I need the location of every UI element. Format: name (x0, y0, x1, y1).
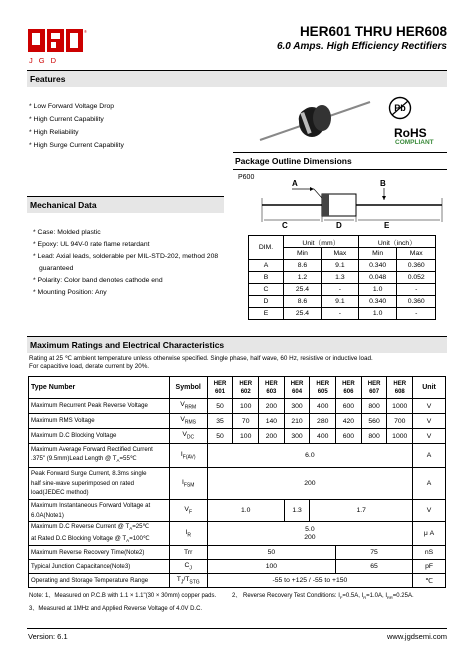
rohs-compliant-label: COMPLIANT (395, 139, 434, 146)
note-2: 2、 Reverse Recovery Test Conditions: $I_F=0.5A$, $I_R=1.0A$, $I_{RR}=0.25A$. (232, 593, 414, 601)
part-header: HER 604 (284, 377, 310, 399)
package-outline-drawing (262, 176, 442, 232)
unit-mm-header: Unit（mm） (284, 236, 359, 248)
ratings-header-row (29, 377, 446, 399)
min-header: Min (358, 248, 397, 260)
table-row: Maximum RMS Voltage $V_{RMS}$ 35 70 140 210 280 420 560 700 V (29, 414, 446, 429)
max-header: Max (321, 248, 358, 260)
max-header: Max (397, 248, 436, 260)
feature-item: * High Current Capability (29, 113, 124, 126)
table-row: Peak Forward Surge Current, 8.3ms single half sine-wave superimposed on rated load(JEDEC method) $I_{FSM}$ 200 A (29, 468, 446, 500)
part-header: HER 607 (361, 377, 387, 399)
table-row: Maximum Average Forward Rectified Current .375" (9.5mm)Lead Length @ $T_A=55℃$ $I_{F(AV)}$ 6.0 A (29, 444, 446, 468)
feature-item: * High Surge Current Capability (29, 139, 124, 152)
svg-text:B: B (380, 179, 386, 188)
mechanical-item: * Mounting Position: Any (33, 287, 223, 299)
page-subtitle: 6.0 Amps. High Efficiency Rectifiers (276, 41, 447, 52)
mechanical-list (33, 227, 223, 299)
part-header: HER 602 (233, 377, 259, 399)
unit-header: Unit (413, 377, 446, 399)
unit-inch-header: Unit（inch） (358, 236, 435, 248)
ratings-table (28, 376, 446, 588)
features-list (29, 100, 124, 152)
footer-divider (27, 628, 447, 629)
dim-row: A 8.6 9.1 0.340 0.360 (249, 260, 436, 272)
svg-text:D: D (336, 221, 342, 230)
table-row: Typical Junction Capacitance(Note3) $C_J$ 100 65 pF (29, 560, 446, 574)
page-title: HER601 THRU HER608 (299, 24, 447, 39)
mechanical-item: * Lead: Axial leads, solderable per MIL-STD-202, method 208 guaranteed (33, 251, 223, 275)
table-row: Maximum Reverse Recovery Time(Note2) Trr 50 75 nS (29, 546, 446, 560)
mechanical-item: * Polarity: Color band denotes cathode end (33, 275, 223, 287)
table-row: Maximum D.C Reverse Current @ $T_A=25℃$ at Rated D.C Blocking Voltage @ $T_A=100℃$ $I_R$ 5.0 200 μ A (29, 522, 446, 546)
package-divider-2 (233, 169, 447, 170)
min-header: Min (284, 248, 322, 260)
type-number-header: Type Number (29, 377, 170, 399)
svg-text:®: ® (84, 29, 87, 34)
footer-website[interactable]: www.jgdsemi.com (386, 632, 447, 641)
dim-row: B 1.2 1.3 0.048 0.052 (249, 272, 436, 284)
dim-header: DIM. (249, 236, 284, 260)
package-name: P600 (238, 174, 255, 181)
part-header: HER 608 (387, 377, 413, 399)
feature-item: * Low Forward Voltage Drop (29, 100, 124, 113)
part-header: HER 603 (259, 377, 285, 399)
footer-version: Version: 6.1 (28, 632, 68, 641)
pb-free-icon (388, 96, 412, 120)
rohs-label: RoHS (394, 126, 427, 140)
package-divider (233, 152, 447, 153)
package-dimension-table (248, 235, 436, 320)
symbol-header: Symbol (169, 377, 207, 399)
dim-row: D 8.6 9.1 0.340 0.360 (249, 296, 436, 308)
table-row: Maximum Instantaneous Forward Voltage at 6.0A(Note1) $V_F$ 1.0 1.3 1.7 V (29, 500, 446, 522)
ratings-intro-1: Rating at 25 ℃ ambient temperature unless otherwise specified. Single phase, half wave, 60 Hz, resistive or inductive load. (29, 355, 373, 362)
package-heading: Package Outline Dimensions (235, 156, 352, 166)
part-header: HER 606 (336, 377, 362, 399)
mechanical-heading: Mechanical Data (27, 197, 224, 213)
svg-text:E: E (384, 221, 390, 230)
jgd-logo (27, 27, 85, 55)
logo-subtitle: JGD (29, 56, 62, 65)
table-row: Maximum Recurrent Peak Reverse Voltage $V_{RRM}$ 50 100 200 300 400 600 800 1000 V (29, 399, 446, 414)
part-header: HER 601 (207, 377, 233, 399)
svg-text:A: A (292, 179, 298, 188)
dim-row: E 25.4 - 1.0 - (249, 308, 436, 320)
svg-text:C: C (282, 221, 288, 230)
table-row: Operating and Storage Temperature Range $T_J/T_{STG}$ -55 to +125 / -55 to +150 ℃ (29, 574, 446, 588)
feature-item: * High Reliability (29, 126, 124, 139)
dim-row: C 25.4 - 1.0 - (249, 284, 436, 296)
table-row: Maximum D.C Blocking Voltage $V_{DC}$ 50 100 200 300 400 600 800 1000 V (29, 429, 446, 444)
mechanical-item: * Epoxy: UL 94V-0 rate flame retardant (33, 239, 223, 251)
part-header: HER 605 (310, 377, 336, 399)
features-heading: Features (27, 71, 447, 87)
ratings-heading: Maximum Ratings and Electrical Characteristics (27, 337, 447, 353)
rohs-badge (394, 126, 427, 140)
note-1: Note: 1、Measured on P.C.B with 1.1 × 1.1"(30 × 30mm) copper pads. (29, 593, 217, 599)
mechanical-item: * Case: Molded plastic (33, 227, 223, 239)
note-3: 3、Measured at 1MHz and Applied Reverse Voltage of 4.0V D.C. (29, 606, 203, 612)
ratings-intro-2: For capacitive load, derate current by 20%. (29, 363, 150, 370)
diode-photo (260, 98, 370, 144)
svg-text:Pb: Pb (394, 103, 406, 113)
